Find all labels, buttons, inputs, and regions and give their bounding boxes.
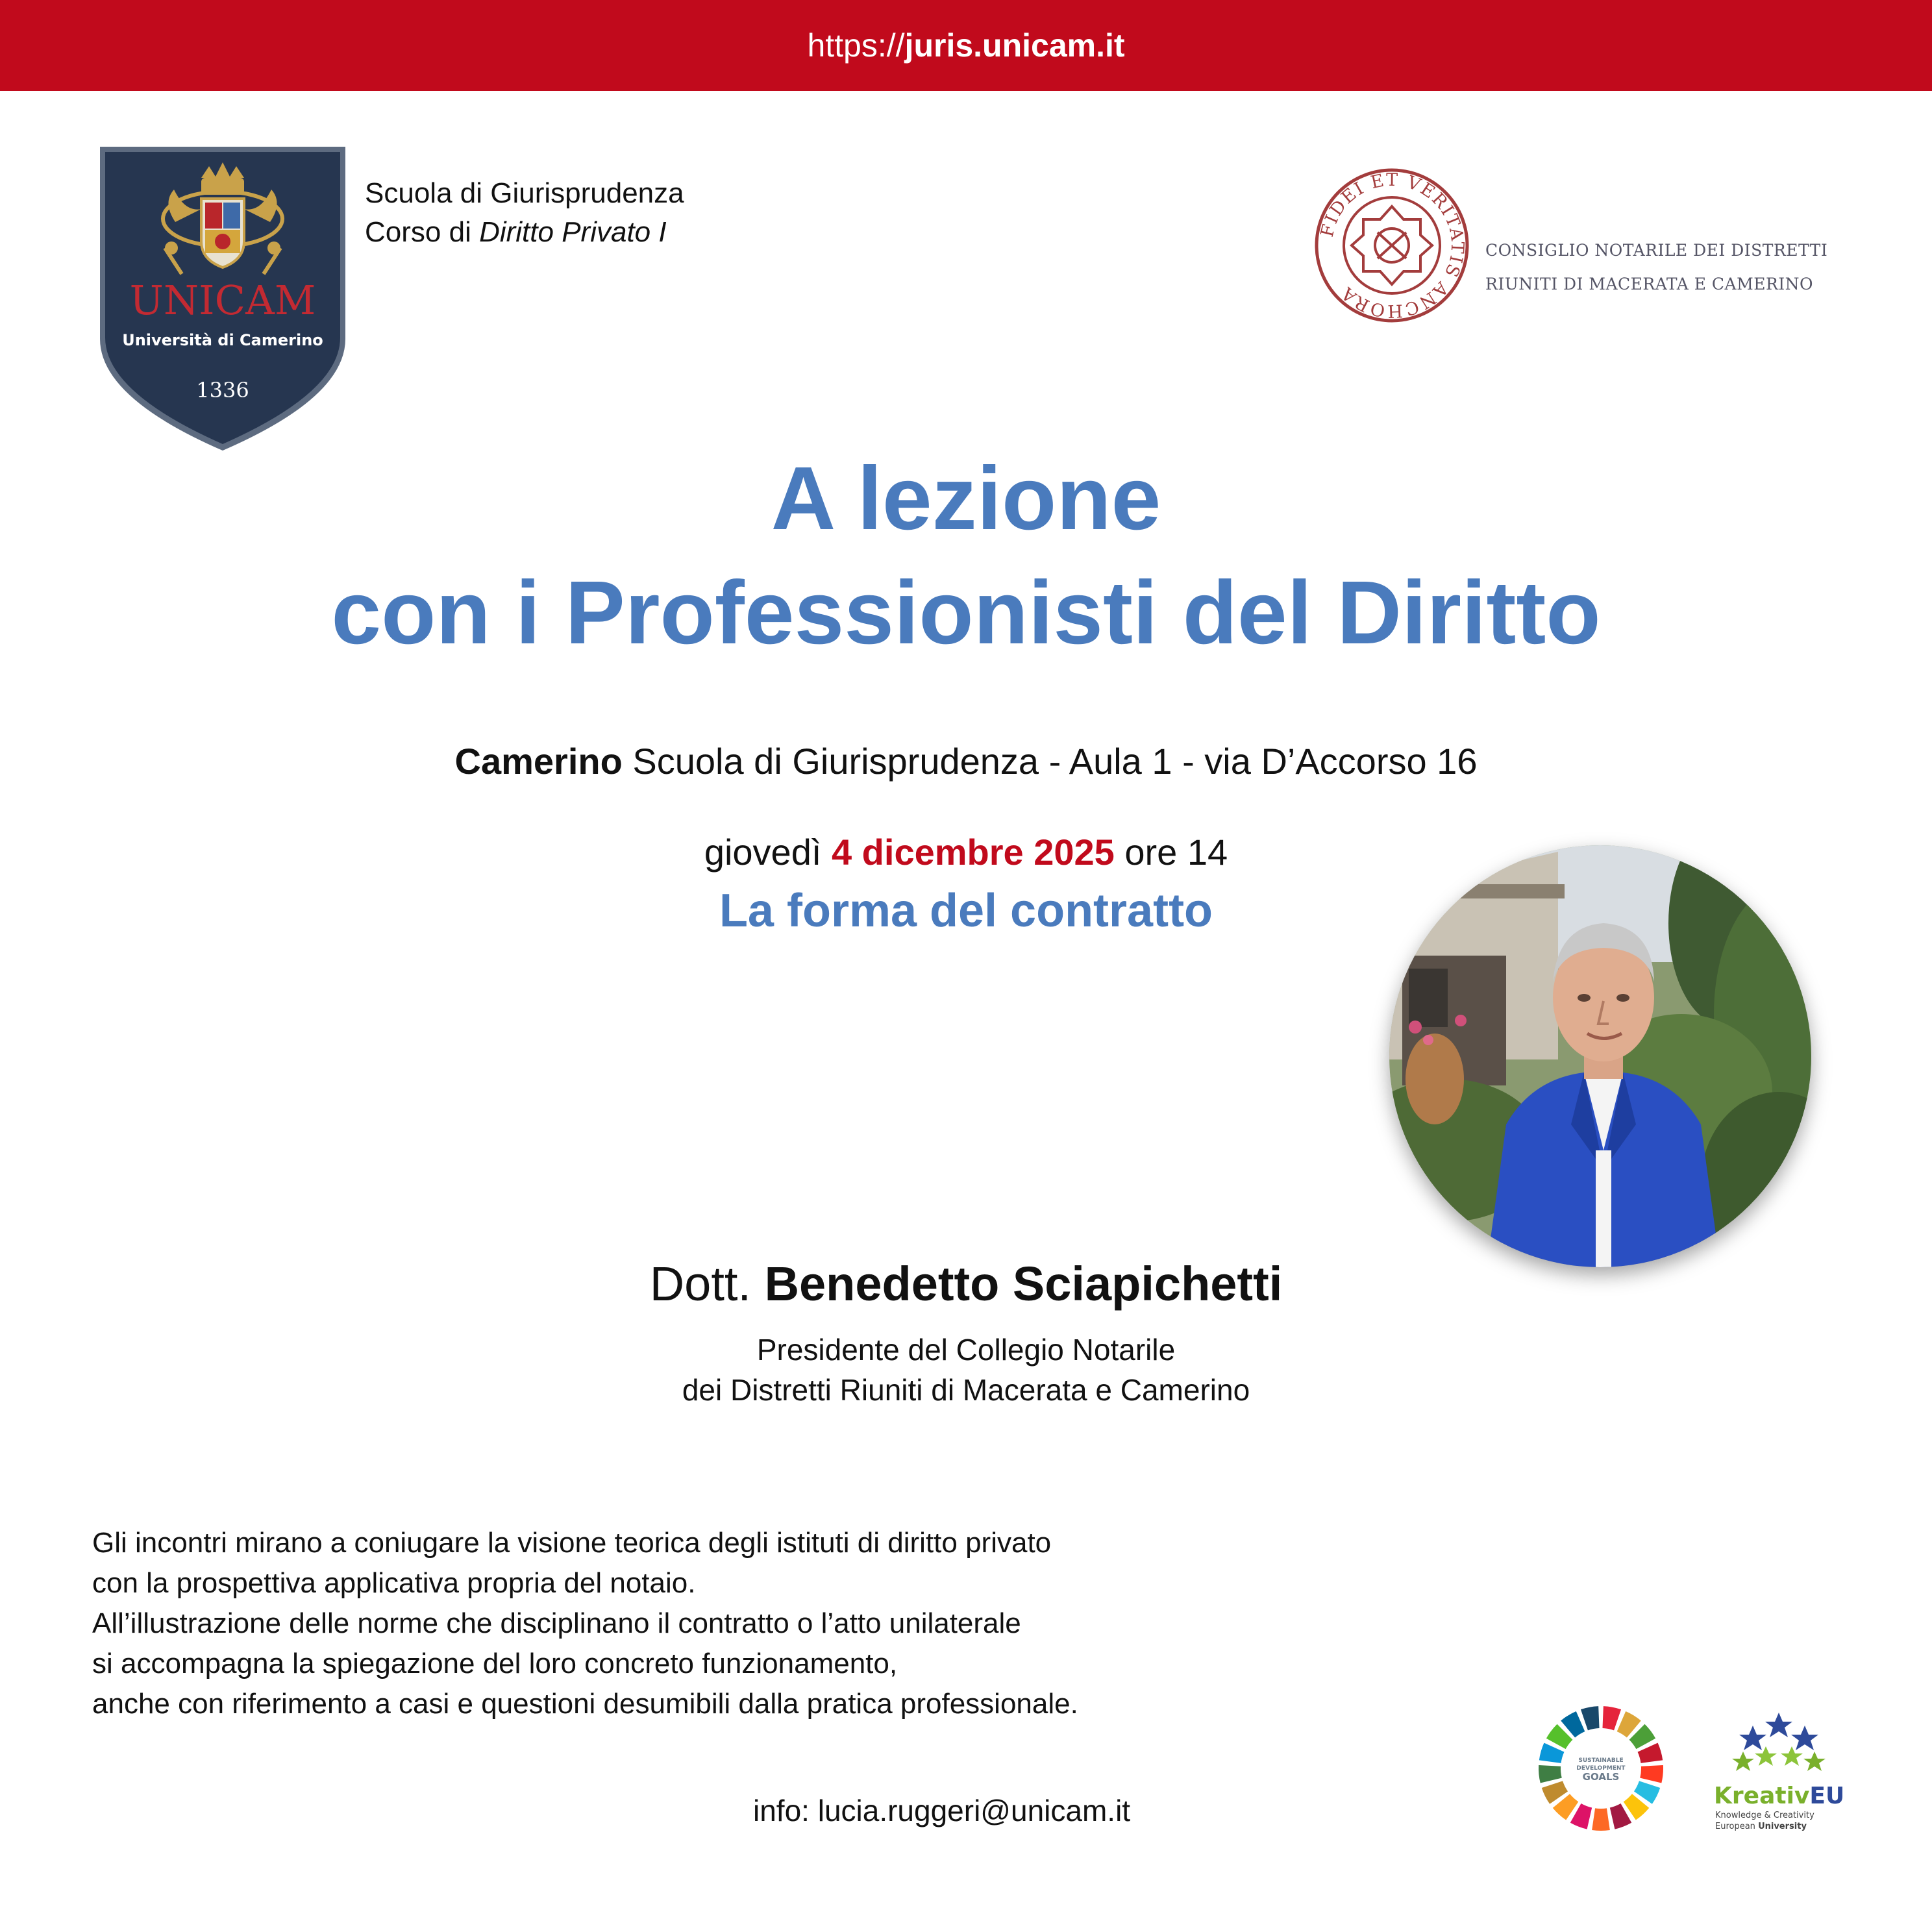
lecture-topic: La forma del contratto xyxy=(719,885,1213,937)
course-prefix: Corso di xyxy=(365,216,480,248)
title-line-1: A lezione xyxy=(771,449,1161,549)
speaker-fullname: Benedetto Sciapichetti xyxy=(764,1257,1283,1311)
event-description xyxy=(92,1523,1078,1724)
notary-council-name xyxy=(1485,234,1827,301)
url-prefix: https:// xyxy=(807,27,905,64)
speaker-name xyxy=(0,1256,1932,1311)
course-name xyxy=(365,213,684,252)
unicam-wordmark: UNICAM xyxy=(129,277,316,324)
speaker-role-line-1: Presidente del Collegio Notarile xyxy=(756,1333,1176,1367)
description-line: All’illustrazione delle norme che disciplinano il contratto o l’atto unilaterale xyxy=(92,1607,1021,1639)
event-city: Camerino xyxy=(454,741,623,782)
kreativeu-logo xyxy=(1714,1706,1850,1836)
sdg-segment xyxy=(1592,1808,1610,1831)
sdg-logo xyxy=(1536,1703,1666,1833)
school-info xyxy=(365,174,684,252)
title-line-2: con i Professionisti del Diritto xyxy=(331,563,1601,663)
speaker-photo xyxy=(1389,845,1811,1267)
unicam-subtitle: Università di Camerino xyxy=(122,331,323,349)
description-line: Gli incontri mirano a coniugare la visione teorica degli istituti di diritto privato xyxy=(92,1527,1052,1559)
stars-icon xyxy=(1732,1713,1826,1771)
sdg-segment xyxy=(1640,1765,1663,1783)
sdg-text-3: GOALS xyxy=(1582,1771,1620,1783)
event-date: 4 dicembre 2025 xyxy=(831,832,1115,873)
url-domain: juris.unicam.it xyxy=(904,27,1125,64)
kreativeu-wordmark: KreativEU xyxy=(1714,1783,1845,1809)
sdg-segment xyxy=(1539,1765,1562,1783)
sdg-segment xyxy=(1602,1706,1621,1730)
school-name: Scuola di Giurisprudenza xyxy=(365,177,684,209)
event-day: giovedì xyxy=(704,832,832,873)
seal-emblem-icon xyxy=(1352,206,1432,284)
description-line: con la prospettiva applicativa propria del notaio. xyxy=(92,1567,696,1599)
description-line: si accompagna la spiegazione del loro concreto funzionamento, xyxy=(92,1648,898,1679)
description-line: anche con riferimento a casi e questioni desumibili dalla pratica professionale. xyxy=(92,1688,1078,1720)
notary-line-2: RIUNITI DI MACERATA E CAMERINO xyxy=(1485,275,1814,293)
speaker-role xyxy=(0,1330,1932,1410)
contact-email[interactable]: info: lucia.ruggeri@unicam.it xyxy=(753,1794,1131,1827)
website-url[interactable] xyxy=(0,0,1932,91)
unicam-year: 1336 xyxy=(196,378,249,402)
kreativeu-tagline-2: European University xyxy=(1715,1822,1807,1831)
page-title xyxy=(0,441,1932,670)
speaker-role-line-2: dei Distretti Riuniti di Macerata e Camerino xyxy=(682,1373,1250,1407)
event-location xyxy=(0,740,1932,782)
notary-line-1: CONSIGLIO NOTARILE DEI DISTRETTI xyxy=(1485,241,1828,260)
sdg-text-1: SUSTAINABLE xyxy=(1578,1757,1624,1764)
notary-seal-logo xyxy=(1314,167,1470,323)
event-time: ore 14 xyxy=(1114,832,1228,873)
kreativeu-tagline-1: Knowledge & Creativity xyxy=(1715,1811,1814,1820)
speaker-title: Dott. xyxy=(649,1257,765,1311)
sdg-text-2: DEVELOPMENT xyxy=(1576,1765,1626,1772)
unicam-logo xyxy=(97,144,348,453)
seal-motto: FIDEI ET VERITATIS ANCHORA xyxy=(1317,169,1468,321)
course-title: Diritto Privato I xyxy=(479,216,667,248)
event-place: Scuola di Giurisprudenza - Aula 1 - via D’Accorso 16 xyxy=(622,741,1478,782)
speaker-portrait-illustration xyxy=(1389,845,1811,1267)
sdg-segment xyxy=(1581,1706,1600,1730)
